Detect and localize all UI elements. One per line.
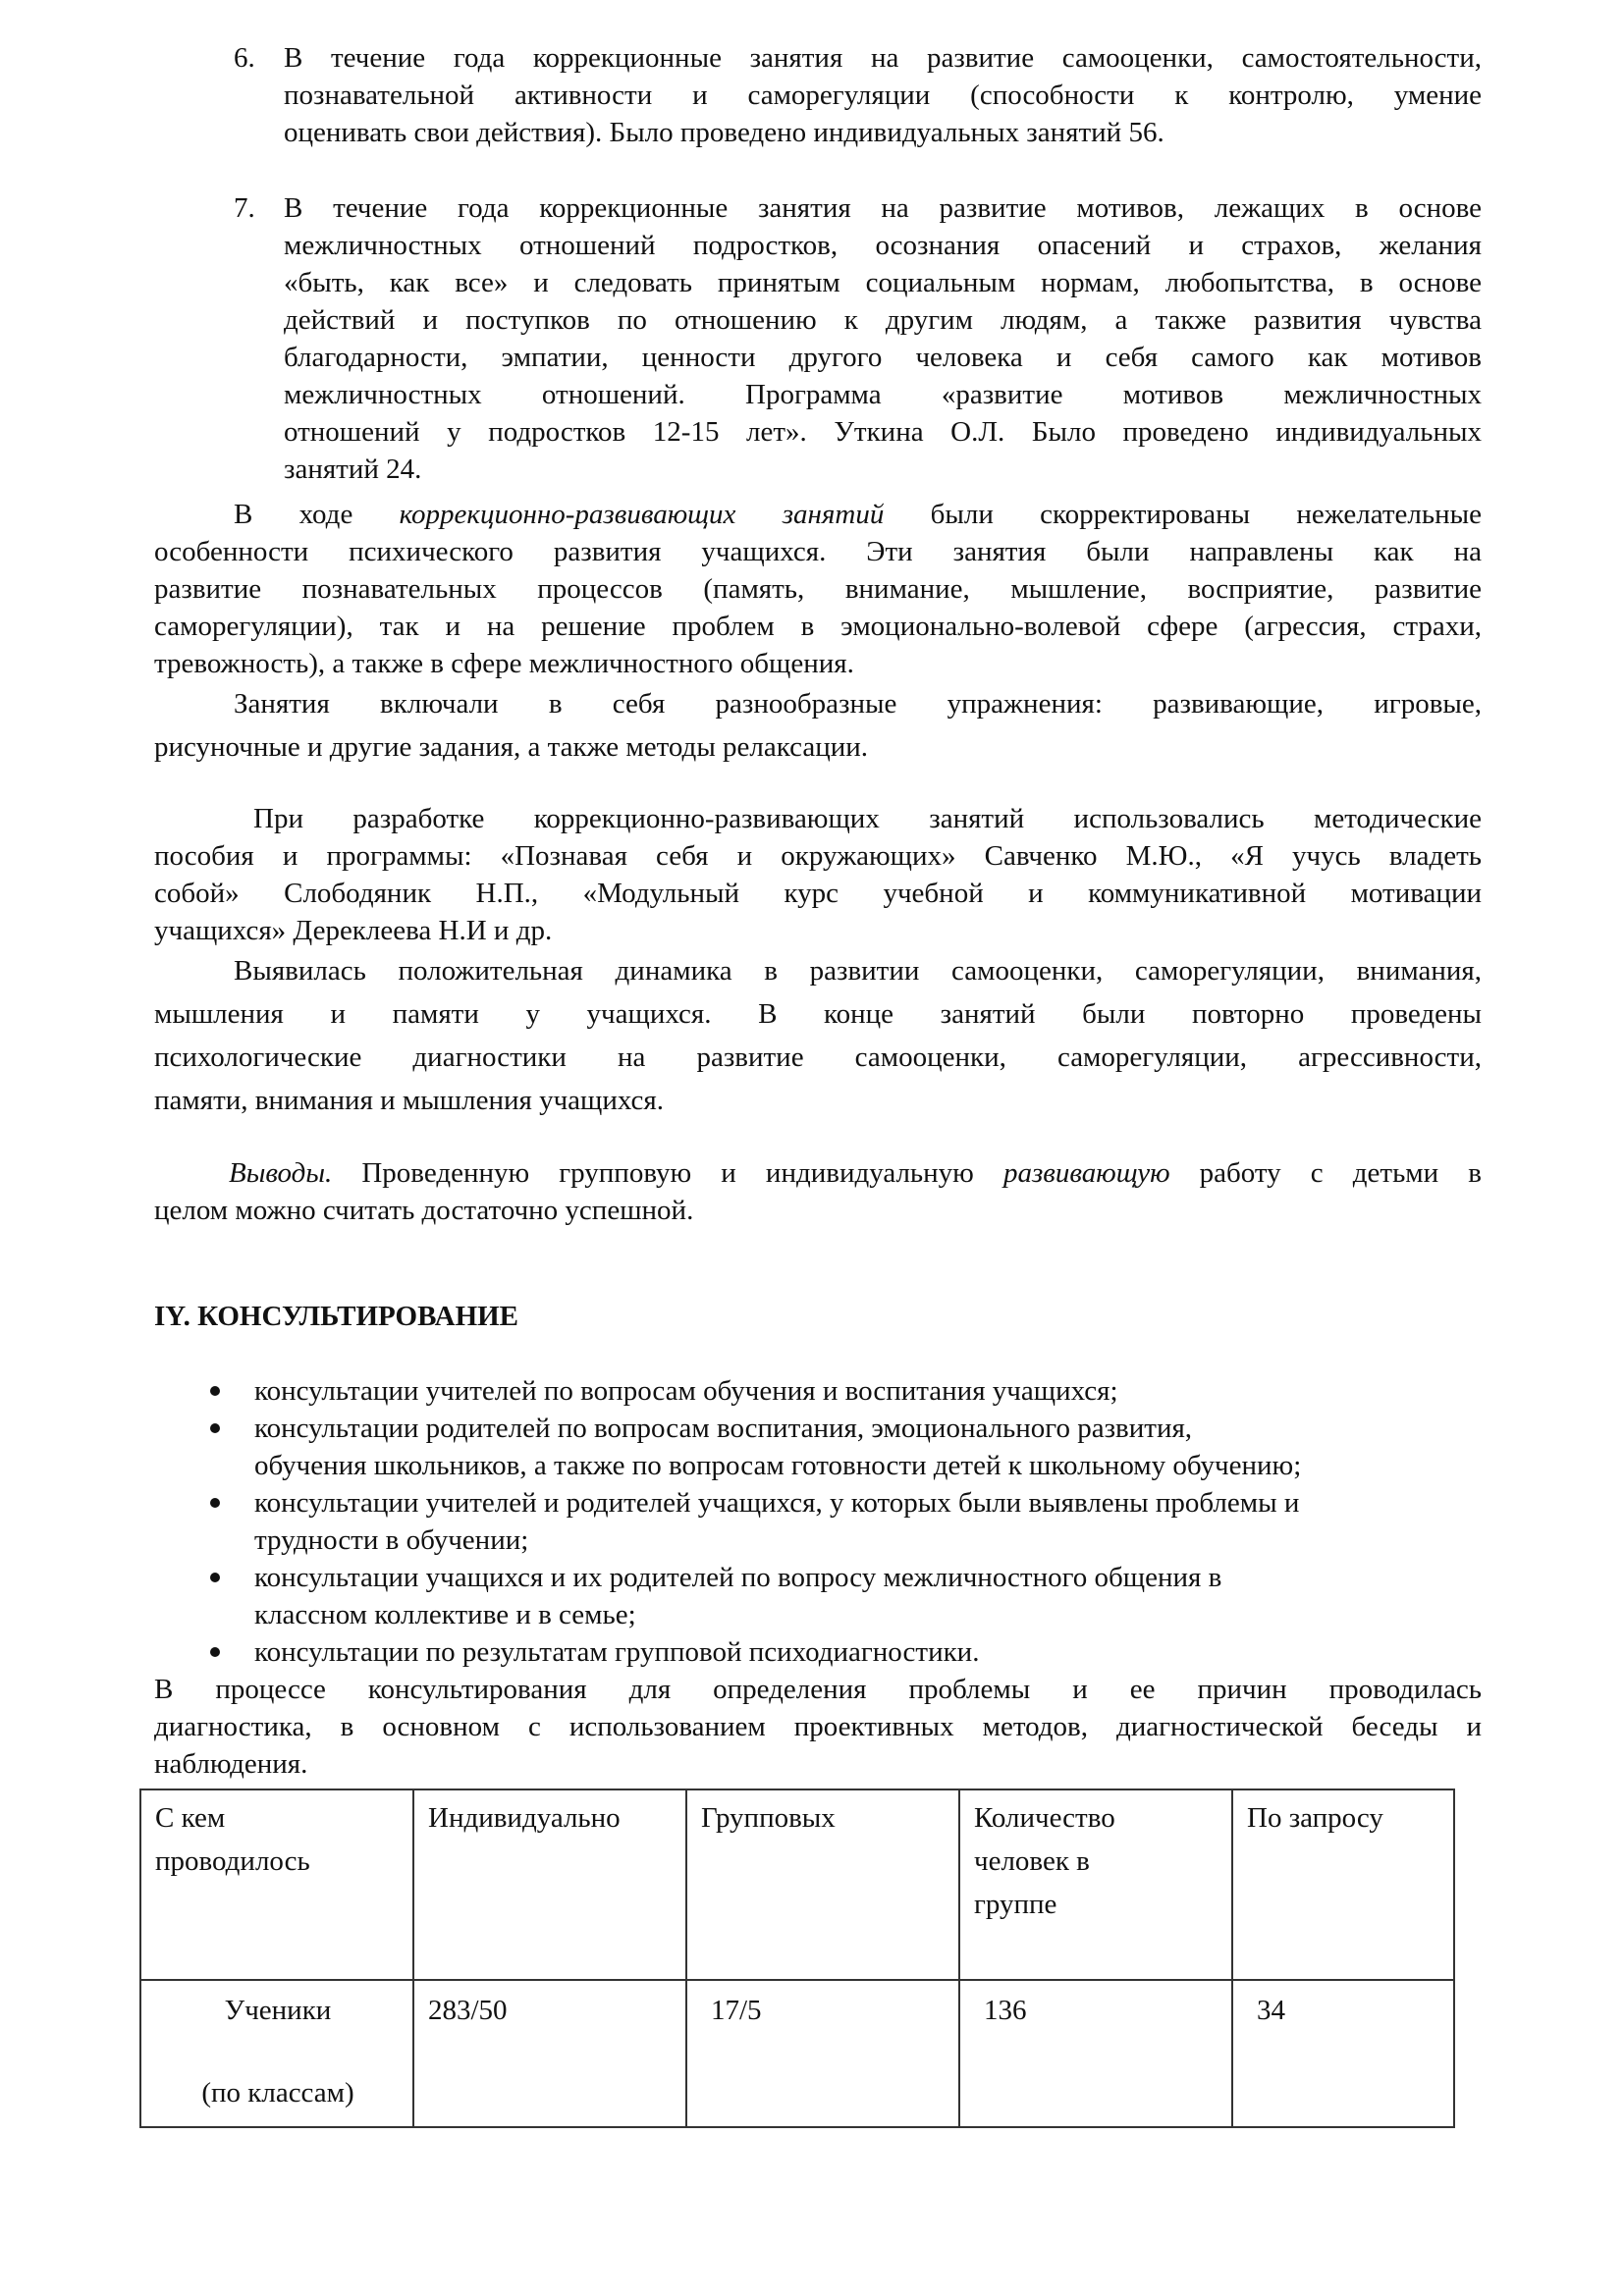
paragraph-line: учащихся» Дереклеева Н.И и др. [154,915,553,946]
bullet-icon [210,1386,220,1396]
bullet-item-line: классном коллективе и в семье; [254,1599,636,1630]
header-cell-individual: Индивидуально [413,1789,686,1980]
paragraph-line: рисуночные и другие задания, а также методы релаксации. [154,731,869,763]
cell-on-request: 34 [1232,1980,1454,2127]
bullet-icon [210,1423,220,1433]
consultation-table [139,1789,1455,2128]
paragraph-line: тревожность), а также в сфере межличностного общения. [154,648,854,679]
bullet-icon [210,1647,220,1657]
list-item-line: благодарности, эмпатии, ценности другого человека и себя самого как мотивов [284,342,1482,373]
bullet-item-line: трудности в обучении; [254,1524,529,1556]
list-item-line: межличностных отношений. Программа «развитие мотивов межличностных [284,379,1482,410]
section-heading: IY. КОНСУЛЬТИРОВАНИЕ [154,1301,519,1332]
paragraph-line: психологические диагностики на развитие самооценки, саморегуляции, агрессивности, [154,1041,1482,1073]
header-cell-who: С кем проводилось [140,1789,413,1980]
paragraph-line: Занятия включали в себя разнообразные упражнения: развивающие, игровые, [234,688,1482,720]
bullet-item-line: консультации учащихся и их родителей по вопросу межличностного общения в [254,1562,1222,1593]
list-item-line: действий и поступков по отношению к другим людям, а также развития чувства [284,304,1482,336]
paragraph-line: пособия и программы: «Познавая себя и окружающих» Савченко М.Ю., «Я учусь владеть [154,840,1482,872]
bullet-icon [210,1498,220,1508]
conclusion-line: Выводы. Проведенную групповую и индивидуальную развивающую работу с детьми в [229,1157,1482,1189]
bullet-item-line: консультации учителей и родителей учащихся, у которых были выявлены проблемы и [254,1487,1300,1519]
list-item-line: межличностных отношений подростков, осознания опасений и страхов, желания [284,230,1482,261]
conclusion-line: целом можно считать достаточно успешной. [154,1195,694,1226]
header-cell-group: Групповых [686,1789,959,1980]
bullet-icon [210,1573,220,1582]
list-item-line: оценивать свои действия). Было проведено индивидуальных занятий 56. [284,117,1164,148]
paragraph-line: особенности психического развития учащихся. Эти занятия были направлены как на [154,536,1482,567]
list-item-line: познавательной активности и саморегуляции (способности к контролю, умение [284,80,1482,111]
paragraph-line: В ходе коррекционно-развивающих занятий были скорректированы нежелательные [234,499,1482,530]
paragraph-line: мышления и памяти у учащихся. В конце занятий были повторно проведены [154,998,1482,1030]
paragraph-line: саморегуляции), так и на решение проблем в эмоционально-волевой сфере (агрессия, страхи, [154,611,1482,642]
paragraph-line: Выявилась положительная динамика в развитии самооценки, саморегуляции, внимания, [234,955,1482,987]
paragraph-line: В процессе консультирования для определения проблемы и ее причин проводилась [154,1674,1482,1705]
bullet-item-line: консультации по результатам групповой психодиагностики. [254,1636,980,1668]
cell-people: 136 [959,1980,1232,2127]
cell-individual: 283/50 [413,1980,686,2127]
paragraph-line: собой» Слободяник Н.П., «Модульный курс учебной и коммуникативной мотивации [154,878,1482,909]
paragraph-line: наблюдения. [154,1748,308,1780]
list-number: 6. [234,42,255,74]
list-number: 7. [234,192,255,224]
table-row [140,1980,1454,2127]
bullet-item-line: консультации родителей по вопросам воспитания, эмоционального развития, [254,1413,1193,1444]
paragraph-line: развитие познавательных процессов (память, внимание, мышление, восприятие, развитие [154,573,1482,605]
paragraph-line: диагностика, в основном с использованием проективных методов, диагностической беседы и [154,1711,1482,1742]
bullet-item-line: консультации учителей по вопросам обучения и воспитания учащихся; [254,1375,1118,1407]
bullet-item-line: обучения школьников, а также по вопросам готовности детей к школьному обучению; [254,1450,1302,1481]
table-header-row [140,1789,1454,1980]
list-item-line: В течение года коррекционные занятия на развитие мотивов, лежащих в основе [284,192,1482,224]
paragraph-line: При разработке коррекционно-развивающих занятий использовались методические [253,803,1482,834]
list-item-line: занятий 24. [284,454,422,485]
list-item-line: «быть, как все» и следовать принятым социальным нормам, любопытства, в основе [284,267,1482,298]
list-item-line: отношений у подростков 12-15 лет». Уткина О.Л. Было проведено индивидуальных [284,416,1482,448]
cell-group: 17/5 [686,1980,959,2127]
header-cell-people: Количество человек в группе [959,1789,1232,1980]
list-item-line: В течение года коррекционные занятия на развитие самооценки, самостоятельности, [284,42,1482,74]
header-cell-on-request: По запросу [1232,1789,1454,1980]
paragraph-line: памяти, внимания и мышления учащихся. [154,1085,664,1116]
cell-who: Ученики (по классам) [140,1980,413,2127]
